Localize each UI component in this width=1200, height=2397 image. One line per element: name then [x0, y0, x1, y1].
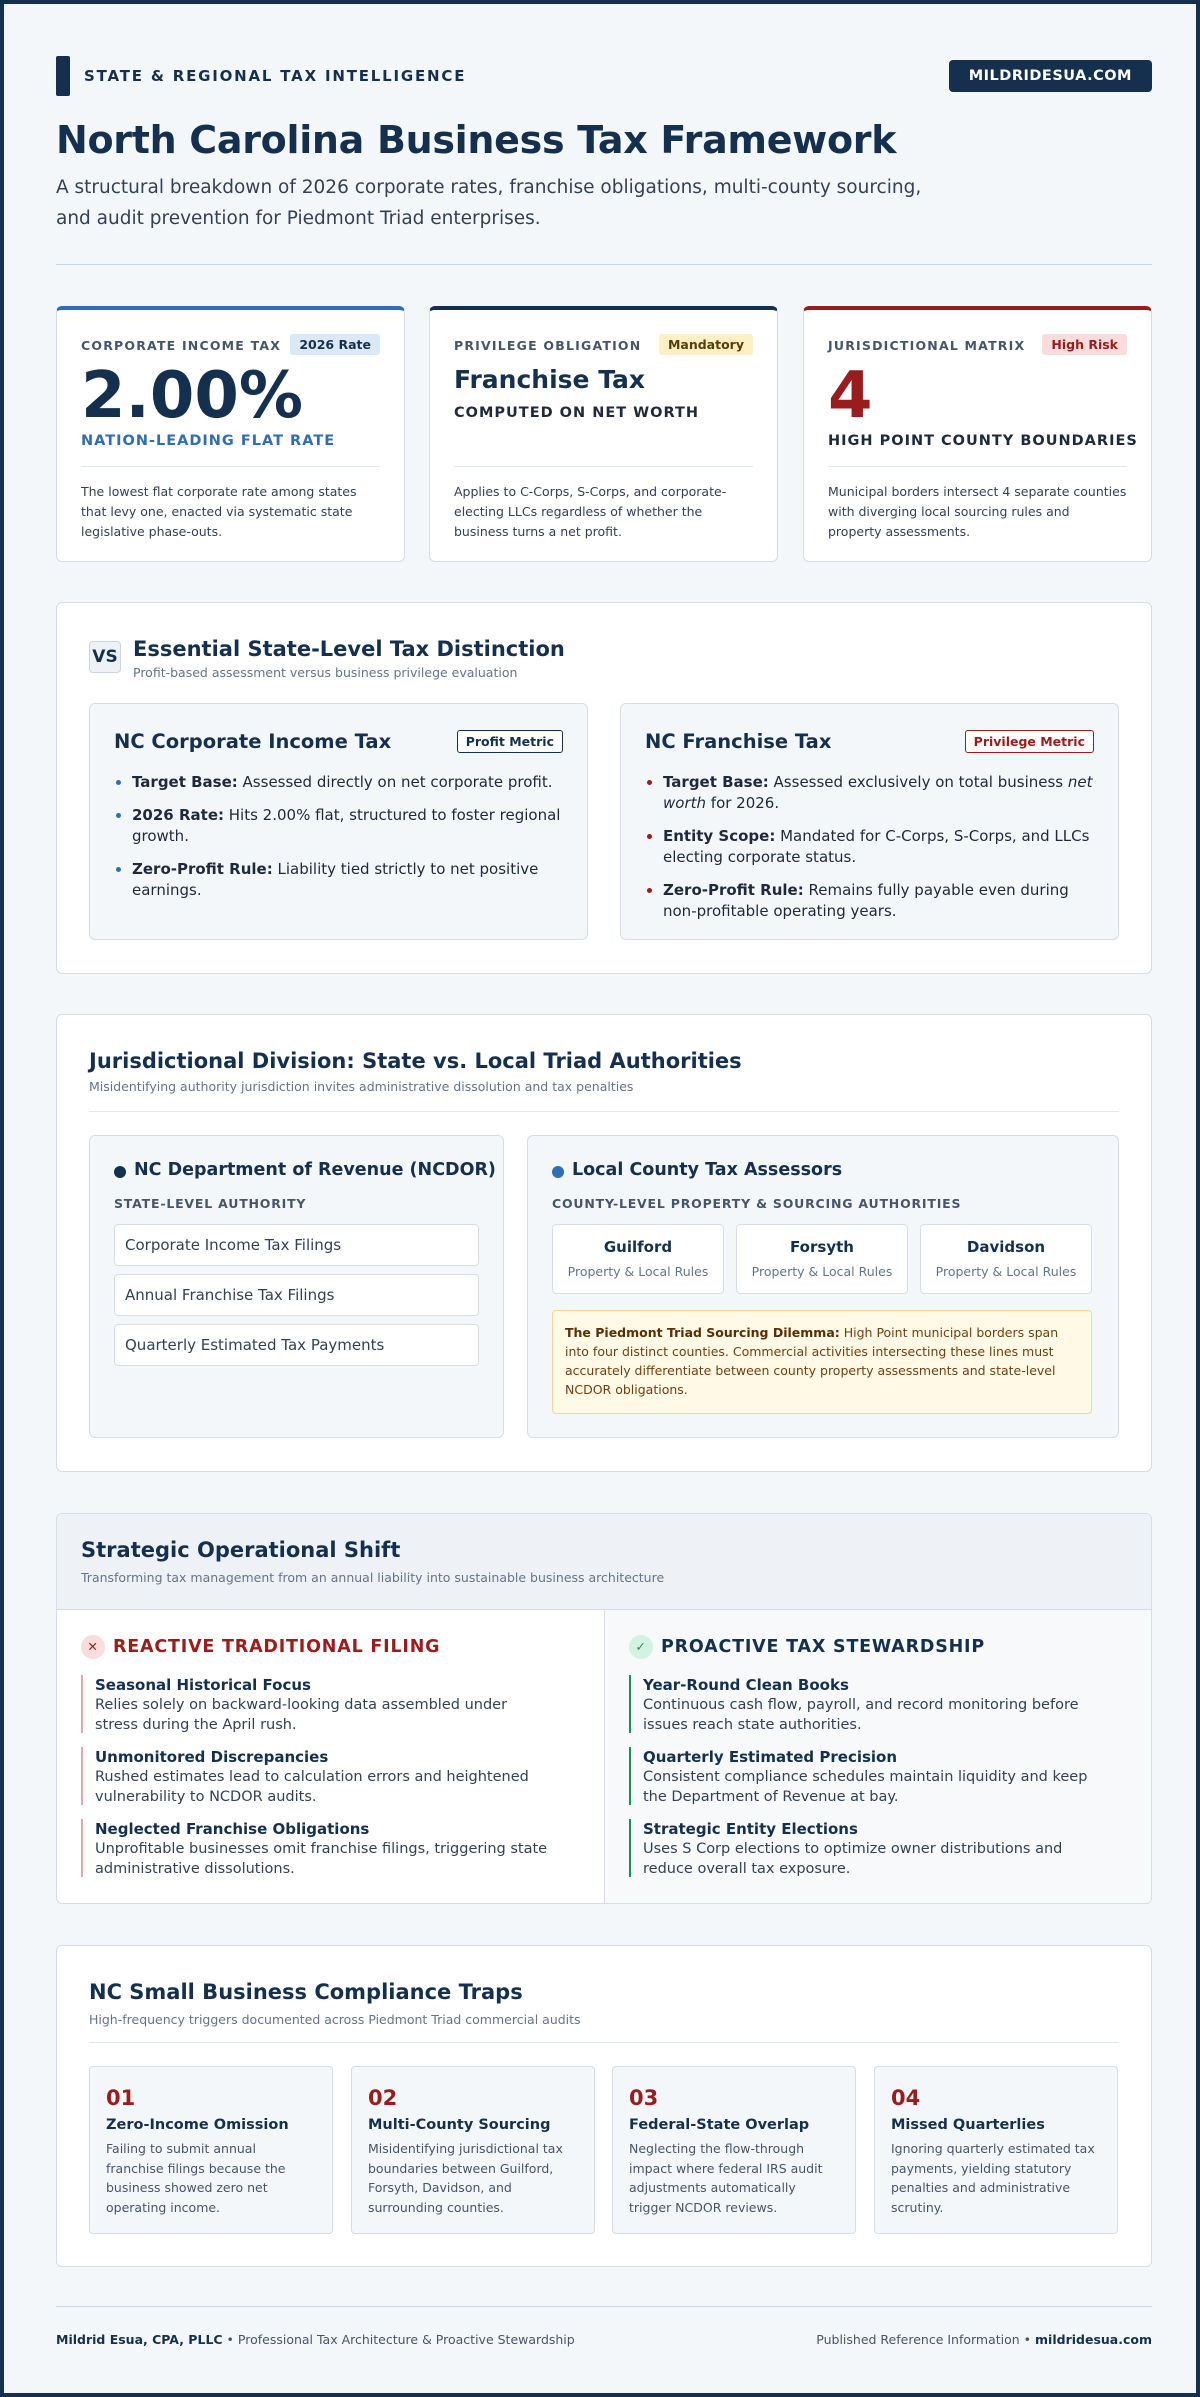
section-title: Jurisdictional Division: State vs. Local Triad Authorities	[89, 1049, 742, 1073]
reactive-item	[81, 1675, 551, 1735]
item-accent-bar	[81, 1675, 83, 1733]
strategic-header	[57, 1514, 1151, 1610]
stat-sub: HIGH POINT COUNTY BOUNDARIES	[828, 433, 1138, 449]
bullet-list	[114, 772, 563, 913]
stat-tag: Mandatory	[659, 334, 753, 355]
item-accent-bar	[81, 1819, 83, 1877]
reactive-title	[81, 1637, 440, 1657]
stat-value: Franchise Tax	[454, 365, 646, 394]
section-title: Strategic Operational Shift	[81, 1538, 401, 1562]
reactive-item	[81, 1819, 551, 1879]
item-accent-bar	[629, 1819, 631, 1877]
trap-card	[89, 2066, 333, 2234]
list-item	[645, 772, 1094, 814]
panel-title: NC Franchise Tax	[645, 730, 832, 753]
item-text: Assessed directly on net corporate profit.	[237, 773, 553, 791]
authority-title	[552, 1160, 842, 1180]
section-divider	[89, 2042, 1119, 2043]
column-divider	[604, 1610, 605, 1903]
item-text: Hits 2.00% flat, structured to foster regional growth.	[132, 806, 561, 845]
stat-card-corporate-income	[56, 306, 405, 562]
bullet-dot	[647, 780, 652, 785]
bullet-dot	[647, 888, 652, 893]
page-title: North Carolina Business Tax Framework	[56, 118, 897, 162]
list-item	[114, 805, 563, 847]
proactive-item	[629, 1819, 1099, 1879]
section-jurisdiction	[56, 1014, 1152, 1472]
footer-site-link[interactable]: mildridesua.com	[1035, 2332, 1152, 2347]
trap-number: 01	[106, 2086, 136, 2110]
card-divider	[828, 466, 1127, 467]
firm-name: Mildrid Esua, CPA, PLLC	[56, 2332, 223, 2347]
county-name: Davidson	[966, 1238, 1046, 1256]
stat-category: CORPORATE INCOME TAX	[81, 338, 282, 353]
item-text: Liability tied strictly to net positive earnings.	[132, 860, 539, 899]
trap-number: 04	[891, 2086, 921, 2110]
trap-desc: Neglecting the flow-through impact where federal IRS audit adjustments automatically trigger NCDOR reviews.	[629, 2141, 823, 2215]
authority-sub: COUNTY-LEVEL PROPERTY & SOURCING AUTHORITIES	[552, 1196, 962, 1211]
trap-number: 03	[629, 2086, 659, 2110]
authority-title-text: Local County Tax Assessors	[572, 1160, 843, 1180]
trap-desc: Failing to submit annual franchise filings because the business showed zero net operating income.	[106, 2141, 286, 2215]
county-note: Property & Local Rules	[935, 1264, 1077, 1279]
item-text: for 2026.	[706, 794, 780, 812]
stat-card-jurisdictional	[803, 306, 1152, 562]
page-subtitle: A structural breakdown of 2026 corporate rates, franchise obligations, multi-county sourcing, and audit prevention for Piedmont Triad enterprises.	[56, 177, 922, 229]
item-title: Unmonitored Discrepancies	[95, 1748, 329, 1766]
bullet-dot	[116, 780, 121, 785]
card-divider	[454, 466, 753, 467]
county-note: Property & Local Rules	[567, 1264, 709, 1279]
authority-sub: STATE-LEVEL AUTHORITY	[114, 1196, 307, 1211]
trap-card	[874, 2066, 1118, 2234]
brand-mark	[56, 56, 70, 96]
stat-value: 4	[828, 359, 873, 433]
trap-title: Missed Quarterlies	[891, 2117, 1045, 2133]
dilemma-label: The Piedmont Triad Sourcing Dilemma:	[565, 1325, 840, 1340]
item-label: Target Base:	[132, 773, 238, 791]
list-item	[645, 826, 1094, 868]
item-label: Target Base:	[663, 773, 769, 791]
item-desc: Uses S Corp elections to optimize owner distributions and reduce overall tax exposure.	[643, 1841, 1063, 1877]
profit-metric-tag: Profit Metric	[457, 730, 563, 753]
item-accent-bar	[629, 1747, 631, 1805]
proactive-item	[629, 1675, 1099, 1735]
item-desc: Rushed estimates lead to calculation errors and heightened vulnerability to NCDOR audits.	[95, 1769, 529, 1805]
list-item	[645, 880, 1094, 922]
county-guilford	[552, 1224, 724, 1294]
item-title: Strategic Entity Elections	[643, 1820, 858, 1838]
column-title-text: PROACTIVE TAX STEWARDSHIP	[661, 1637, 985, 1657]
stat-desc: Applies to C-Corps, S-Corps, and corporate-electing LLCs regardless of whether the business turns a net profit.	[454, 484, 727, 539]
item-text: Mandated for C-Corps, S-Corps, and LLCs electing corporate status.	[663, 827, 1090, 866]
item-desc: Unprofitable businesses omit franchise filings, triggering state administrative dissolutions.	[95, 1841, 548, 1877]
filing-item: Corporate Income Tax Filings	[114, 1224, 479, 1266]
item-accent-bar	[629, 1675, 631, 1733]
item-label: Zero-Profit Rule:	[663, 881, 804, 899]
top-bar	[56, 56, 1152, 96]
stat-tag: High Risk	[1042, 334, 1127, 355]
section-strategic-shift	[56, 1513, 1152, 1904]
county-name: Forsyth	[790, 1238, 854, 1256]
trap-card	[612, 2066, 856, 2234]
panel-franchise	[620, 703, 1119, 940]
item-emphasis: net worth	[663, 773, 1093, 812]
footer	[56, 2332, 1152, 2347]
vs-icon: VS	[89, 641, 121, 673]
bullet-list	[645, 772, 1094, 934]
trap-title: Zero-Income Omission	[106, 2117, 289, 2133]
section-divider	[89, 1111, 1119, 1112]
item-label: 2026 Rate:	[132, 806, 224, 824]
list-item	[114, 772, 563, 793]
card-divider	[81, 466, 380, 467]
section-subtitle: Misidentifying authority jurisdiction invites administrative dissolution and tax penalties	[89, 1079, 634, 1094]
trap-number: 02	[368, 2086, 398, 2110]
stat-category: JURISDICTIONAL MATRIX	[828, 338, 1026, 353]
item-title: Seasonal Historical Focus	[95, 1676, 311, 1694]
item-title: Neglected Franchise Obligations	[95, 1820, 370, 1838]
item-desc: Consistent compliance schedules maintain liquidity and keep the Department of Revenue at bay.	[643, 1769, 1088, 1805]
county-forsyth	[736, 1224, 908, 1294]
item-accent-bar	[81, 1747, 83, 1805]
footer-right	[816, 2332, 1152, 2347]
dilemma-text: High Point municipal borders span into four distinct counties. Commercial activities intersecting these lines must accurately differentiate between county property assessments and state-level NCDOR obligations.	[565, 1325, 1059, 1397]
privilege-metric-tag: Privilege Metric	[965, 730, 1094, 753]
section-subtitle: Transforming tax management from an annual liability into sustainable business architecture	[81, 1570, 665, 1585]
section-subtitle: High-frequency triggers documented across Piedmont Triad commercial audits	[89, 2012, 581, 2027]
stat-sub: COMPUTED ON NET WORTH	[454, 405, 700, 421]
stat-sub: NATION-LEADING FLAT RATE	[81, 433, 336, 449]
stat-category: PRIVILEGE OBLIGATION	[454, 338, 642, 353]
trap-desc: Ignoring quarterly estimated tax payments, yielding statutory penalties and administrative scrutiny.	[891, 2141, 1095, 2215]
stat-desc: Municipal borders intersect 4 separate counties with diverging local sourcing rules and property assessments.	[828, 484, 1127, 539]
county-note: Property & Local Rules	[751, 1264, 893, 1279]
authority-title	[114, 1160, 496, 1180]
stat-tag: 2026 Rate	[290, 334, 380, 355]
trap-desc: Misidentifying jurisdictional tax boundaries between Guilford, Forsyth, Davidson, and surrounding counties.	[368, 2141, 563, 2215]
trap-card	[351, 2066, 595, 2234]
section-tax-distinction	[56, 602, 1152, 974]
footer-tagline: • Professional Tax Architecture & Proactive Stewardship	[222, 2332, 575, 2347]
item-desc: Relies solely on backward-looking data assembled under stress during the April rush.	[95, 1697, 508, 1733]
stat-card-franchise	[429, 306, 778, 562]
proactive-title	[629, 1637, 985, 1657]
panel-corporate-income	[89, 703, 588, 940]
county-name: Guilford	[603, 1238, 673, 1256]
item-label: Zero-Profit Rule:	[132, 860, 273, 878]
filing-item: Annual Franchise Tax Filings	[114, 1274, 479, 1316]
brand-label: STATE & REGIONAL TAX INTELLIGENCE	[84, 67, 467, 85]
panel-county-assessors	[527, 1135, 1119, 1438]
state-dot-icon	[114, 1166, 126, 1178]
item-label: Entity Scope:	[663, 827, 776, 845]
authority-title-text: NC Department of Revenue (NCDOR)	[134, 1160, 496, 1180]
close-icon: ✕	[81, 1635, 105, 1659]
trap-title: Multi-County Sourcing	[368, 2117, 551, 2133]
stat-value: 2.00%	[81, 359, 304, 433]
item-text: Assessed exclusively on total business	[768, 773, 1068, 791]
local-dot-icon	[552, 1166, 564, 1178]
section-subtitle: Profit-based assessment versus business privilege evaluation	[133, 665, 518, 680]
panel-ncdor	[89, 1135, 504, 1438]
proactive-item	[629, 1747, 1099, 1807]
section-compliance-traps	[56, 1945, 1152, 2267]
section-title: Essential State-Level Tax Distinction	[133, 637, 565, 661]
section-title: NC Small Business Compliance Traps	[89, 1980, 523, 2004]
item-text: Remains fully payable even during non-profitable operating years.	[663, 881, 1069, 920]
panel-title: NC Corporate Income Tax	[114, 730, 392, 753]
site-link-button[interactable]: MILDRIDESUA.COM	[949, 60, 1152, 92]
column-title-text: REACTIVE TRADITIONAL FILING	[113, 1637, 441, 1657]
bullet-dot	[647, 834, 652, 839]
filing-item: Quarterly Estimated Tax Payments	[114, 1324, 479, 1366]
check-icon: ✓	[629, 1635, 653, 1659]
list-item	[114, 859, 563, 901]
footer-left	[56, 2332, 575, 2347]
published-note: Published Reference Information •	[816, 2332, 1036, 2347]
bullet-dot	[116, 813, 121, 818]
item-title: Quarterly Estimated Precision	[643, 1748, 898, 1766]
footer-divider	[56, 2306, 1152, 2307]
stat-desc: The lowest flat corporate rate among states that levy one, enacted via systematic state legislative phase-outs.	[81, 484, 357, 539]
bullet-dot	[116, 867, 121, 872]
header-divider	[56, 264, 1152, 265]
county-davidson	[920, 1224, 1092, 1294]
reactive-item	[81, 1747, 551, 1807]
trap-title: Federal-State Overlap	[629, 2117, 810, 2133]
sourcing-dilemma-note	[552, 1310, 1092, 1414]
item-desc: Continuous cash flow, payroll, and record monitoring before issues reach state authorities.	[643, 1697, 1079, 1733]
item-title: Year-Round Clean Books	[643, 1676, 849, 1694]
